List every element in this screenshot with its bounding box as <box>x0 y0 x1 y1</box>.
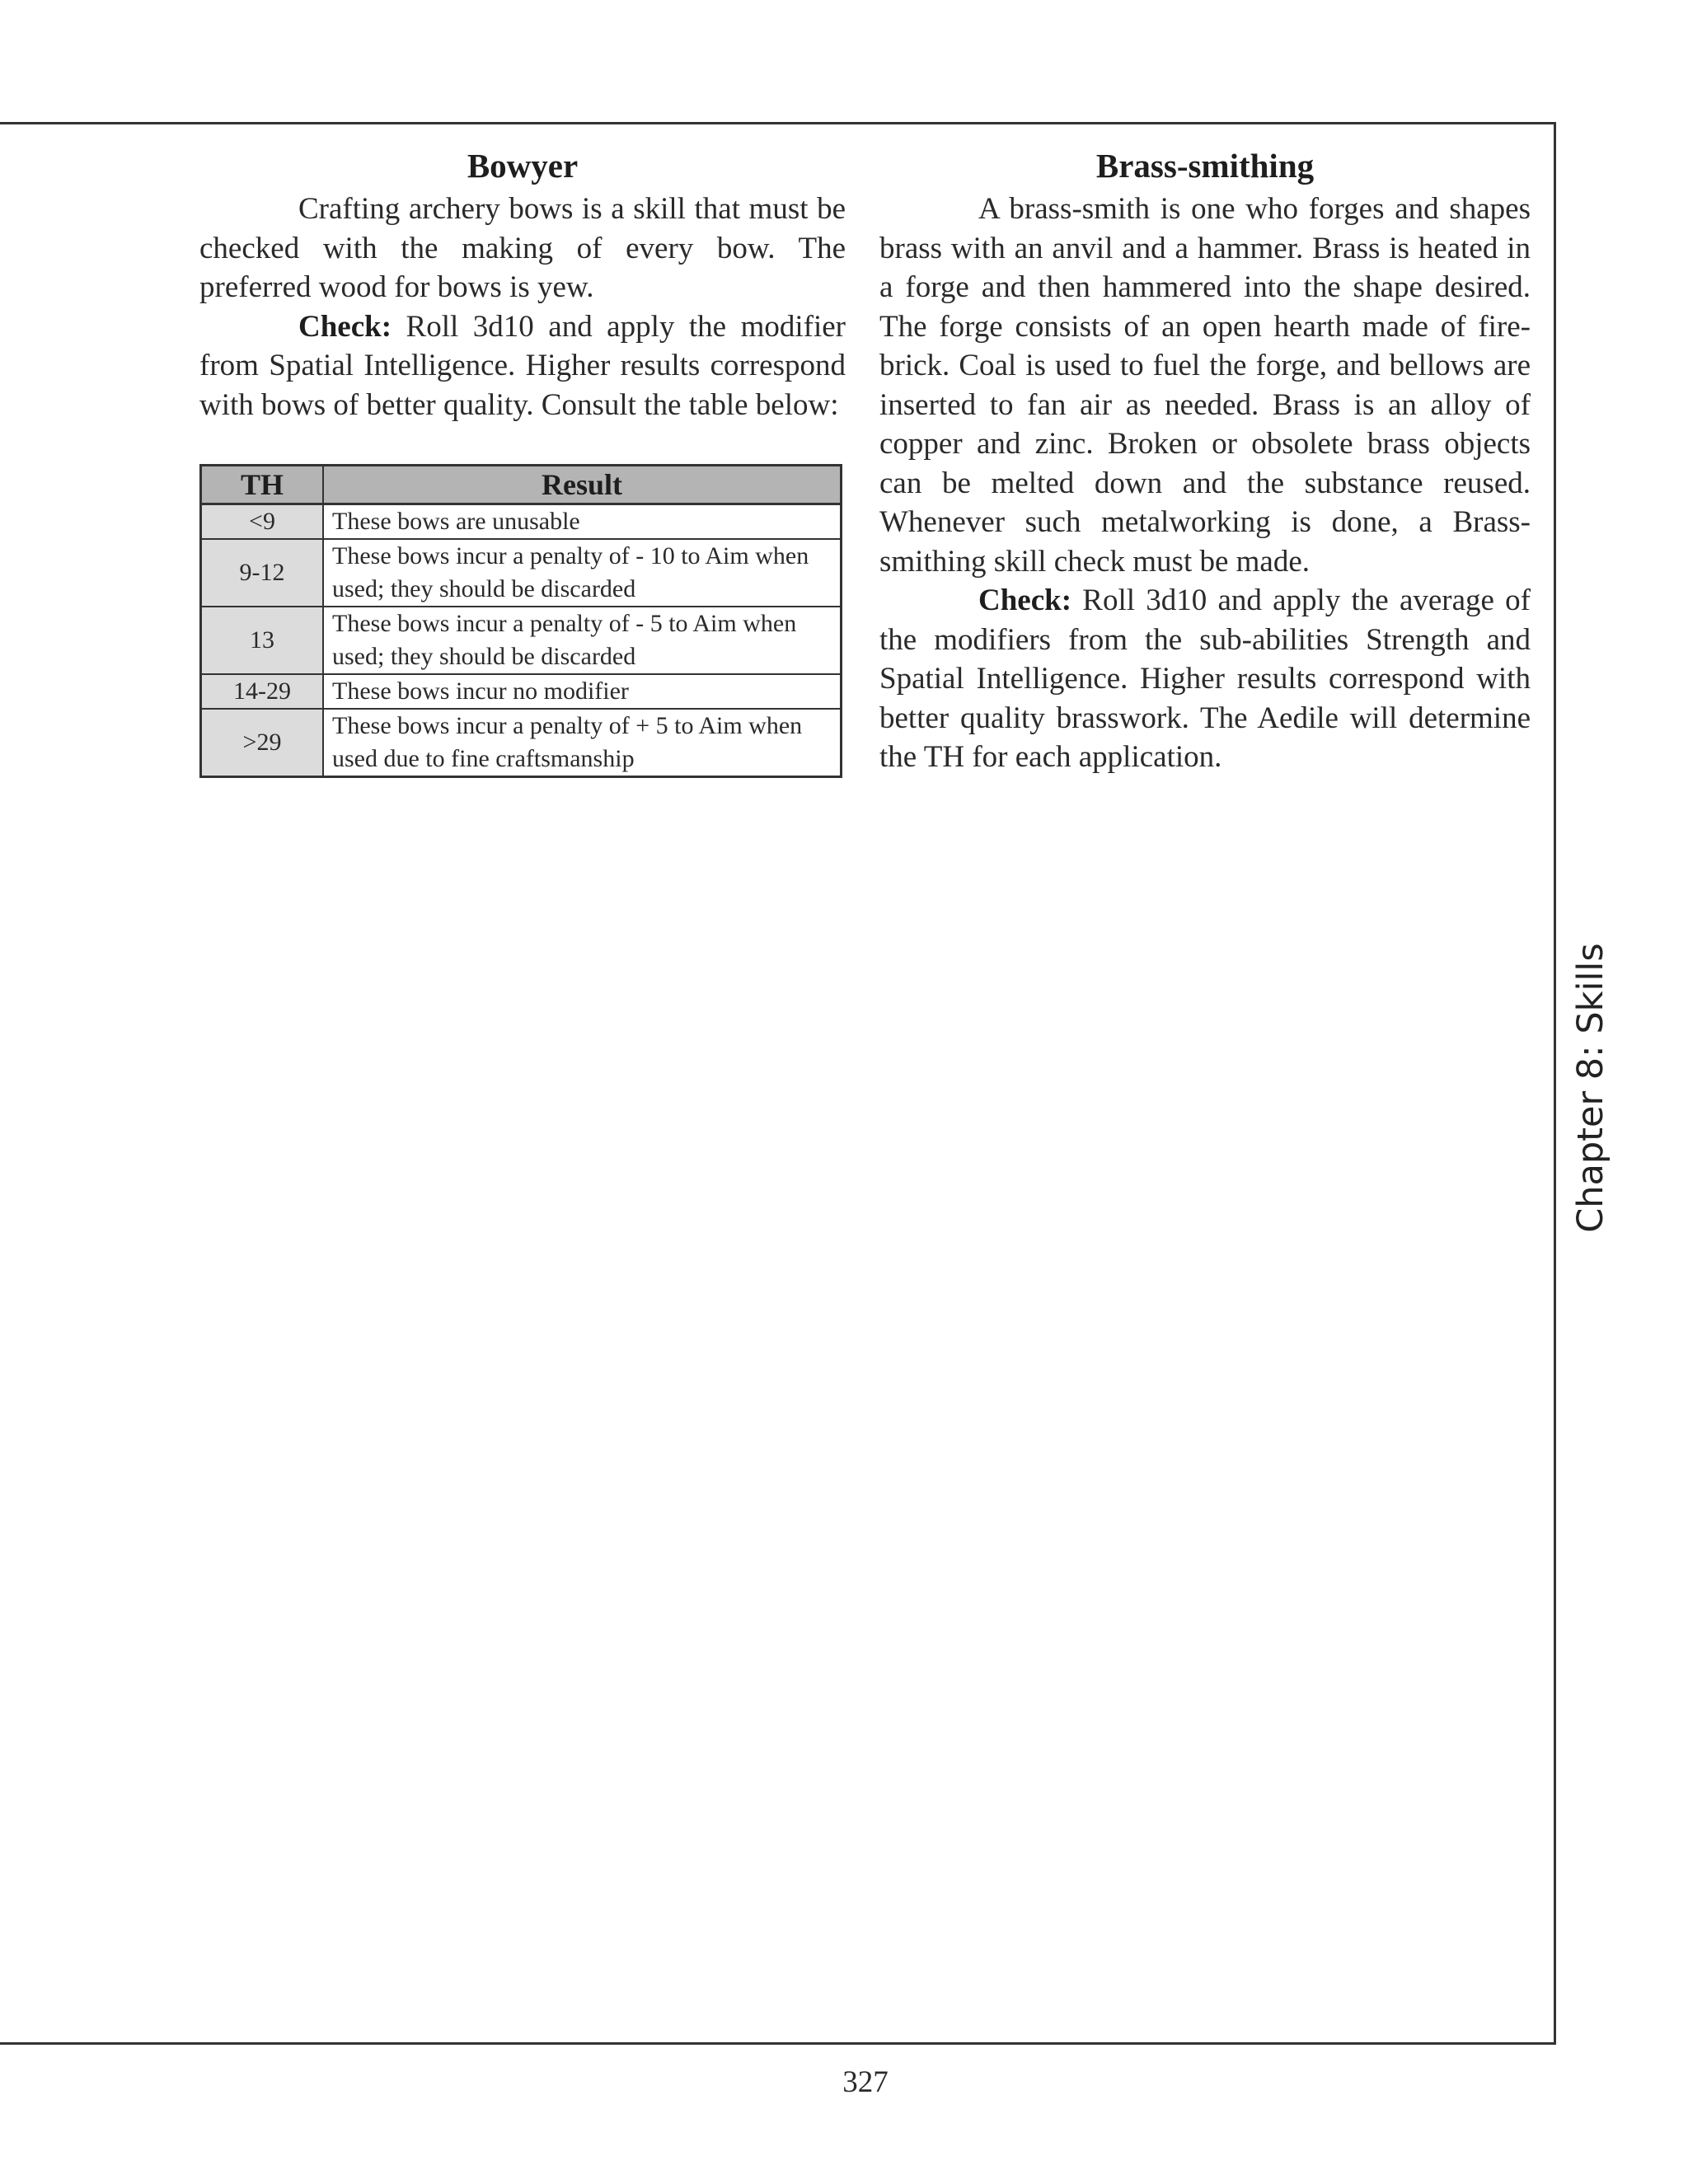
table-cell-th: 9-12 <box>201 539 324 607</box>
table-header-th: TH <box>201 466 324 504</box>
table-header-row <box>201 466 842 504</box>
bowyer-check-label: Check: <box>298 309 392 344</box>
frame-right-rule <box>1554 122 1556 2045</box>
table-cell-th: <9 <box>201 504 324 540</box>
right-column <box>879 142 1531 777</box>
bowyer-check-paragraph <box>199 307 846 425</box>
bowyer-intro-paragraph: Crafting archery bows is a skill that must be checked with the making of every bow. The preferred wood for bows is yew. <box>199 192 846 304</box>
table-row <box>201 504 842 540</box>
page-number: 327 <box>842 2065 889 2099</box>
brass-smithing-intro-paragraph: A brass-smith is one who forges and shapes brass with an anvil and a hammer. Brass is heated in a forge and then hammered into the shape desired. The forge consists of an open hearth made of fire-brick. Coal is used to fuel the forge, and bellows are inserted to fan air as needed. Brass is an alloy of copper and zinc. Broken or obsolete brass objects can be melted down and the substance reused. Whenever such metalworking is done, a Brass-smithing skill check must be made. <box>879 192 1531 579</box>
table-header-result: Result <box>323 466 842 504</box>
table-cell-result: These bows incur a penalty of - 10 to Aim when used; they should be discarded <box>323 539 842 607</box>
table-cell-result: These bows incur a penalty of + 5 to Aim when used due to fine craftsmanship <box>323 709 842 777</box>
table-row <box>201 709 842 777</box>
chapter-label: Chapter 8: Skills <box>1570 943 1611 1233</box>
brass-smithing-check-text: Roll 3d10 and apply the average of the modifiers from the sub-abilities Strength and Spatial Intelligence. Higher results correspond with better quality brasswork. The Aedile will determine the TH for each application. <box>879 583 1531 774</box>
table-cell-result: These bows incur no modifier <box>323 674 842 709</box>
brass-smithing-check-paragraph <box>879 581 1531 777</box>
table-cell-th: 14-29 <box>201 674 324 709</box>
table-cell-result: These bows incur a penalty of - 5 to Aim when used; they should be discarded <box>323 607 842 674</box>
table-cell-result: These bows are unusable <box>323 504 842 540</box>
bow-quality-table <box>199 464 842 778</box>
brass-smithing-check-label: Check: <box>978 583 1072 617</box>
table-row <box>201 607 842 674</box>
table-row <box>201 674 842 709</box>
left-column <box>199 142 846 778</box>
bowyer-check-text: Roll 3d10 and apply the modifier from Spatial Intelligence. Higher results correspond with bows of better quality. Consult the table below: <box>199 309 846 422</box>
section-heading-bowyer: Bowyer <box>467 147 579 185</box>
section-heading-brass-smithing: Brass-smithing <box>1095 147 1315 185</box>
table-cell-th: >29 <box>201 709 324 777</box>
frame-top-rule <box>0 122 1556 124</box>
table-cell-th: 13 <box>201 607 324 674</box>
table-row <box>201 539 842 607</box>
frame-bottom-rule <box>0 2042 1556 2045</box>
